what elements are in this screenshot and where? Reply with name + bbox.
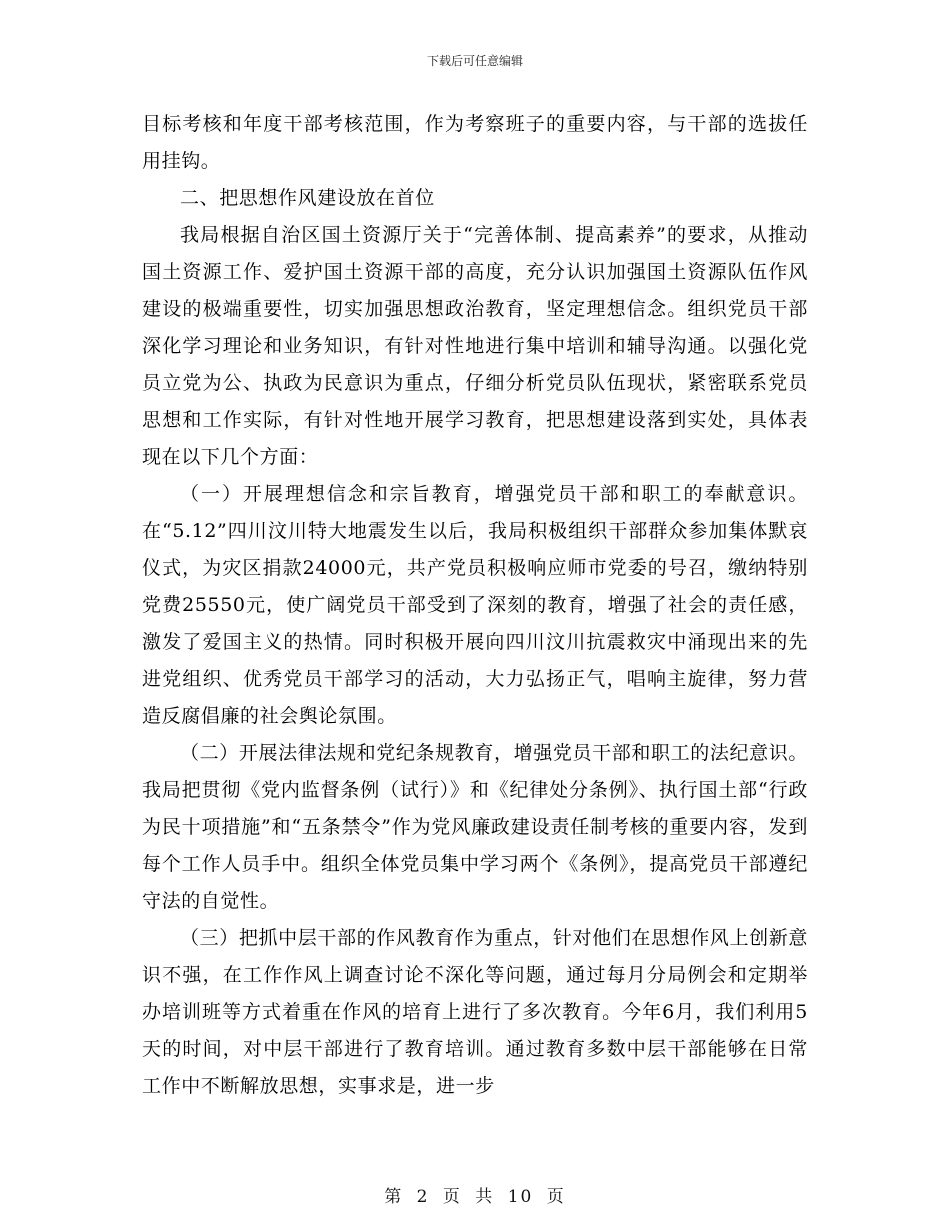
footer-page-number: 2 <box>416 1187 430 1207</box>
page-footer <box>0 1182 950 1207</box>
paragraph-item-1: （一）开展理想信念和宗旨教育，增强党员干部和职工的奉献意识。在“5.12”四川汶川特大地震发生以后，我局积极组织干部群众参加集体默哀仪式，为灾区捐款24000元，共产党员积极响应师市党委的号召，缴纳特别党费25550元，使广阔党员干部受到了深刻的教育，增强了社会的责任感，激发了爱国主义的热情。同时积极开展向四川汶川抗震救灾中涌现出来的先进党组织、优秀党员干部学习的活动，大力弘扬正气，唱响主旋律，努力营造反腐倡廉的社会舆论氛围。 <box>142 483 808 727</box>
header-note: 下载后可任意编辑 <box>426 54 523 68</box>
footer-total-unit: 页 <box>546 1187 566 1207</box>
footer-total-label: 共 <box>475 1187 495 1207</box>
footer-page-unit: 页 <box>442 1187 462 1207</box>
document-body <box>142 106 808 1105</box>
paragraph-intro: 我局根据自治区国土资源厅关于“完善体制、提高素养”的要求，从推动国土资源工作、爱护国土资源干部的高度，充分认识加强国土资源队伍作风建设的极端重要性，切实加强思想政治教育，坚定理想信念。组织党员干部深化学习理论和业务知识，有针对性地进行集中培训和辅导沟通。以强化党员立党为公、执政为民意识为重点，仔细分析党员队伍现状，紧密联系党员思想和工作实际，有针对性地开展学习教育，把思想建设落到实处，具体表现在以下几个方面： <box>142 224 808 468</box>
footer-total-pages: 10 <box>507 1187 534 1207</box>
paragraph-item-3: （三）把抓中层干部的作风教育作为重点，针对他们在思想作风上创新意识不强，在工作作风上调查讨论不深化等问题，通过每月分局例会和定期举办培训班等方式着重在作风的培育上进行了多次教育。今年6月，我们利用5天的时间，对中层干部进行了教育培训。通过教育多数中层干部能够在日常工作中不断解放思想，实事求是，进一步 <box>142 927 808 1097</box>
section-heading: 二、把思想作风建设放在首位 <box>180 187 435 209</box>
footer-page-label: 第 <box>384 1187 404 1207</box>
paragraph-item-2: （二）开展法律法规和党纪条规教育，增强党员干部和职工的法纪意识。我局把贯彻《党内监督条例（试行）》和《纪律处分条例》、执行国土部“行政为民十项措施”和“五条禁令”作为党风廉政建设责任制考核的重要内容，发到每个工作人员手中。组织全体党员集中学习两个《条例》，提高党员干部遵纪守法的自觉性。 <box>142 742 808 912</box>
paragraph-continuation: 目标考核和年度干部考核范围，作为考察班子的重要内容，与干部的选拔任用挂钩。 <box>142 113 808 172</box>
